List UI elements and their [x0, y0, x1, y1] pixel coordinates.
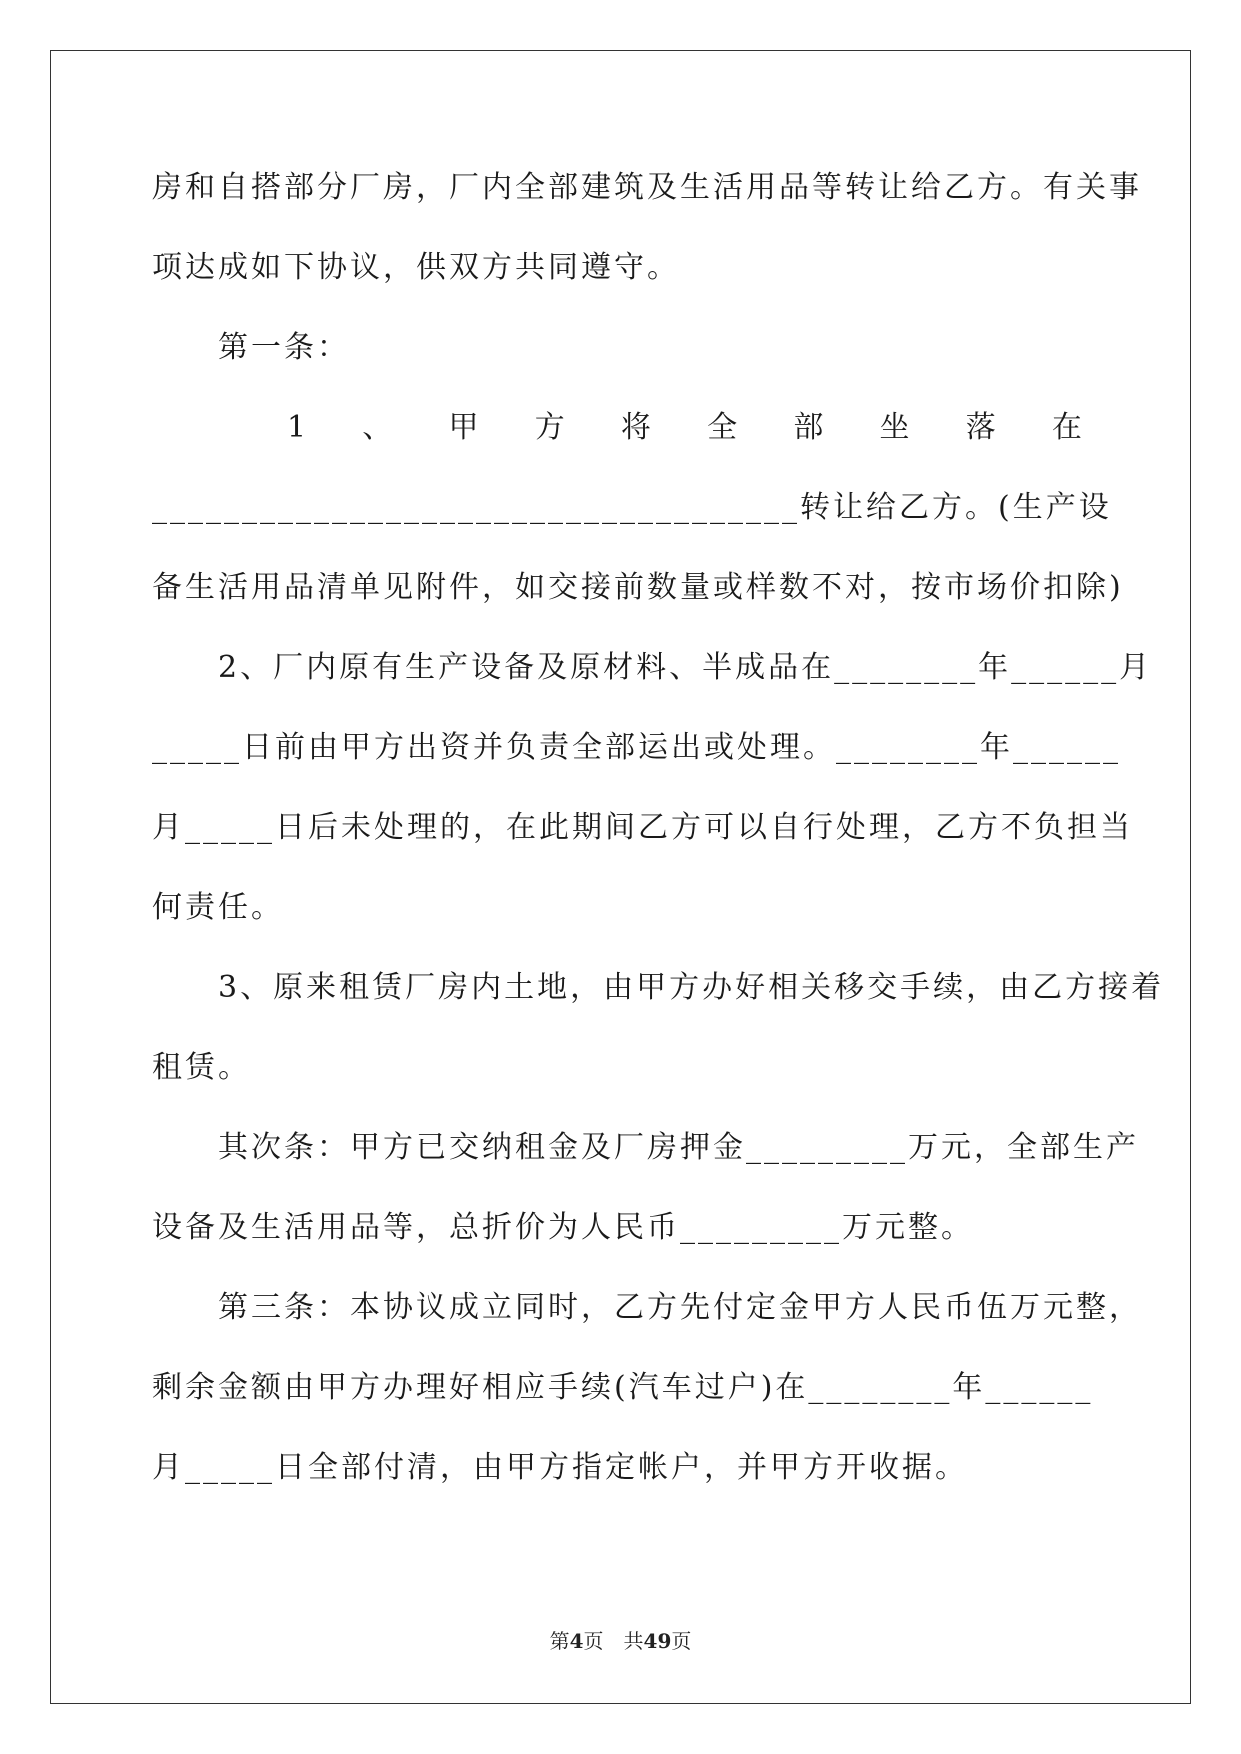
spaced-char: 、 — [362, 410, 393, 445]
spaced-char: 落 — [965, 410, 996, 445]
text-line: 第一条： — [152, 330, 350, 365]
footer-middle: 页 共 — [583, 1629, 644, 1653]
text-line: 其次条：甲方已交纳租金及厂房押金_________万元，全部生产 — [152, 1130, 1139, 1165]
text-line: 设备及生活用品等，总折价为人民币_________万元整。 — [152, 1210, 974, 1245]
text-line: 月_____日后未处理的，在此期间乙方可以自行处理，乙方不负担当 — [152, 810, 1133, 845]
spaced-char: 甲 — [448, 410, 479, 445]
text-line: 第三条：本协议成立同时，乙方先付定金甲方人民币伍万元整， — [152, 1290, 1142, 1325]
spaced-char: 全 — [707, 410, 738, 445]
text-line: 剩余金额由甲方办理好相应手续(汽车过户)在________年______ — [152, 1370, 1094, 1405]
text-line: 月_____日全部付清，由甲方指定帐户，并甲方开收据。 — [152, 1450, 968, 1485]
footer-page-number: 4 — [569, 1629, 584, 1653]
text-line: 3、原来租赁厂房内土地，由甲方办好相关移交手续，由乙方接着 — [152, 970, 1165, 1005]
spaced-char: 1 — [287, 410, 307, 445]
footer-total-pages: 49 — [643, 1629, 672, 1653]
text-line: 项达成如下协议，供双方共同遵守。 — [152, 250, 680, 285]
footer-prefix: 第 — [549, 1629, 570, 1653]
text-line: 何责任。 — [152, 890, 284, 925]
text-line: _____日前由甲方出资并负责全部运出或处理。________年______ — [152, 730, 1121, 765]
text-line: 备生活用品清单见附件，如交接前数量或样数不对，按市场价扣除) — [152, 570, 1124, 605]
spaced-char: 方 — [534, 410, 565, 445]
spaced-text-line — [152, 398, 1082, 478]
text-line: 房和自搭部分厂房，厂内全部建筑及生活用品等转让给乙方。有关事 — [152, 170, 1142, 205]
text-line: ____________________________________转让给乙方。(生产设 — [152, 490, 1112, 525]
document-body — [152, 158, 1165, 1518]
spaced-char: 部 — [793, 410, 824, 445]
footer-suffix: 页 — [671, 1629, 692, 1653]
text-line: 租赁。 — [152, 1050, 251, 1085]
spaced-char: 坐 — [879, 410, 910, 445]
spaced-char: 将 — [620, 410, 651, 445]
spaced-char: 在 — [1051, 410, 1082, 445]
text-line: 2、厂内原有生产设备及原材料、半成品在________年______月 — [152, 650, 1153, 685]
page-footer — [0, 1625, 1241, 1654]
